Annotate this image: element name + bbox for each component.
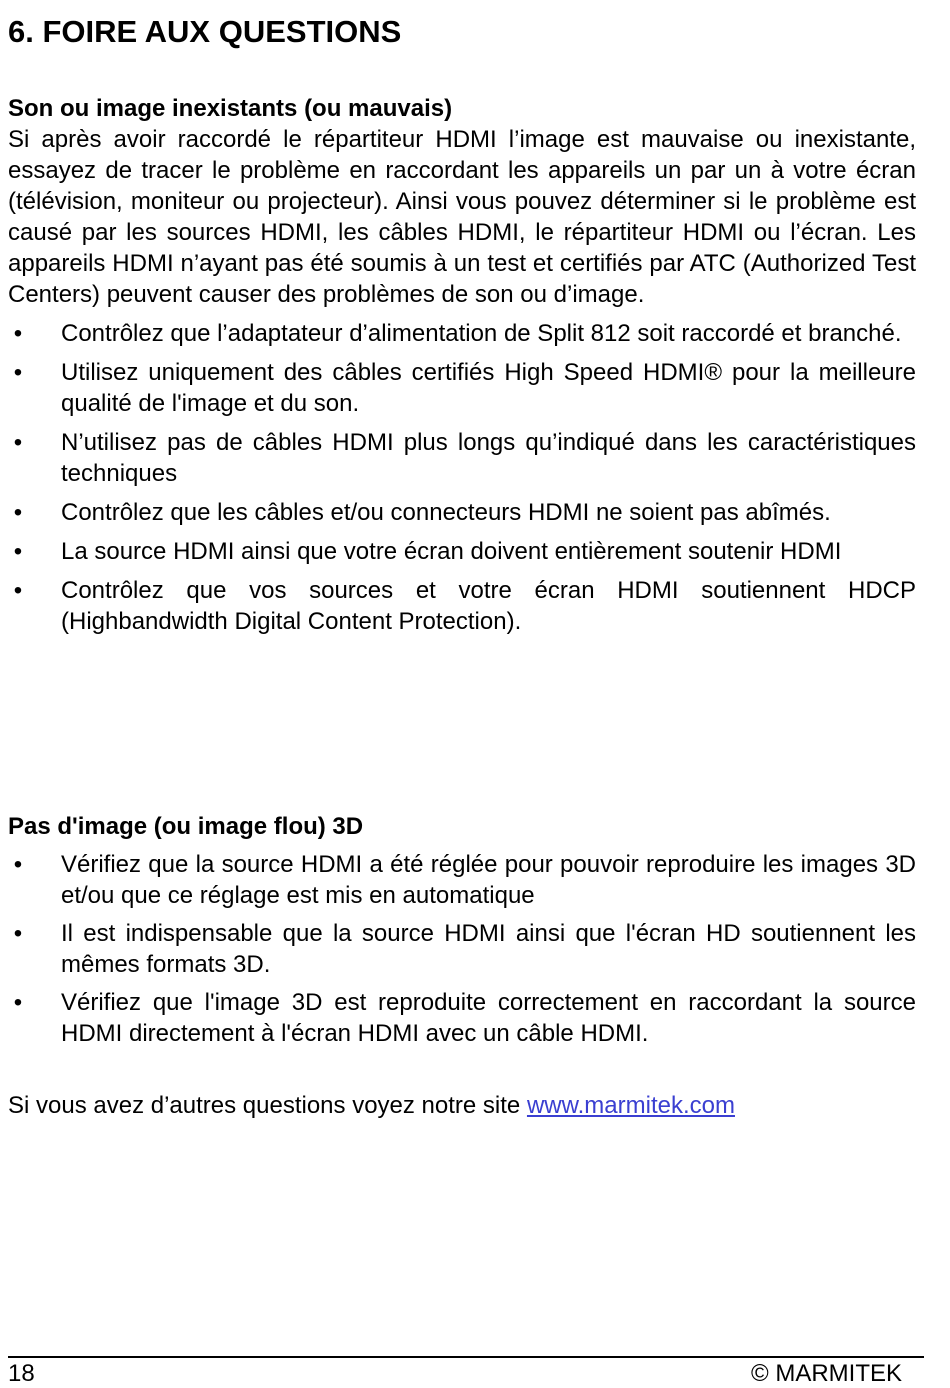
list-item-text: Vérifiez que la source HDMI a été réglée pour pouvoir reproduire les images 3D et/ou que ce réglage est mis en automatique (61, 851, 916, 909)
bullet-icon: • (13, 359, 23, 386)
checklist (8, 849, 916, 1049)
section-title: Son ou image inexistants (ou mauvais) (8, 95, 453, 122)
website-link[interactable]: www.marmitek.com (526, 1092, 735, 1119)
copyright-notice: © MARMITEK (750, 1360, 902, 1387)
list-item (8, 987, 916, 1049)
list-item-text: Vérifiez que l'image 3D est reproduite correctement en raccordant la source HDMI directement à l'écran HDMI avec un câble HDMI. (61, 989, 916, 1047)
bullet-icon: • (13, 538, 23, 565)
list-item (8, 427, 916, 489)
section-3d-image (8, 811, 916, 1049)
section-no-sound-image (8, 93, 916, 637)
list-item (8, 918, 916, 980)
list-item-text: Contrôlez que vos sources et votre écran HDMI soutiennent HDCP (Highbandwidth Digital Content Protection). (61, 577, 916, 635)
bullet-icon: • (13, 499, 23, 526)
list-item (8, 318, 916, 349)
page-heading: 6. FOIRE AUX QUESTIONS (8, 14, 402, 49)
bullet-icon: • (13, 920, 23, 947)
list-item (8, 497, 916, 528)
section-intro: Si après avoir raccordé le répartiteur HDMI l’image est mauvaise ou inexistante, essayez de tracer le problème en raccordant les appareils un par un à votre écran (télévision, moniteur ou projecteur). Ainsi vous pouvez déterminer si le problème est causé par les sources HDMI, les câbles HDMI, le répartiteur HDMI ou l’écran. Les appareils HDMI n’ayant pas été soumis à un test et certifiés par ATC (Authorized Test Centers) peuvent causer des problèmes de son ou d’image. (8, 126, 916, 308)
closing-text: Si vous avez d’autres questions voyez notre site (8, 1092, 527, 1119)
closing-line (8, 1090, 916, 1121)
list-item-text: Contrôlez que l’adaptateur d’alimentation de Split 812 soit raccordé et branché. (61, 320, 902, 347)
bullet-icon: • (13, 989, 23, 1016)
list-item (8, 575, 916, 637)
list-item (8, 357, 916, 419)
section-title: Pas d'image (ou image flou) 3D (8, 813, 364, 840)
closing-paragraph (8, 1090, 916, 1121)
list-item-text: Il est indispensable que la source HDMI ainsi que l'écran HD soutiennent les mêmes formats 3D. (61, 920, 916, 978)
bullet-icon: • (13, 320, 23, 347)
list-item-text: Utilisez uniquement des câbles certifiés High Speed HDMI® pour la meilleure qualité de l'image et du son. (61, 359, 916, 417)
footer-divider (8, 1356, 924, 1358)
list-item-text: La source HDMI ainsi que votre écran doivent entièrement soutenir HDMI (61, 538, 842, 565)
checklist (8, 318, 916, 637)
list-item-text: N’utilisez pas de câbles HDMI plus longs qu’indiqué dans les caractéristiques techniques (61, 429, 916, 487)
page-number: 18 (8, 1360, 35, 1387)
bullet-icon: • (13, 577, 23, 604)
bullet-icon: • (13, 429, 23, 456)
list-item (8, 849, 916, 911)
list-item-text: Contrôlez que les câbles et/ou connecteurs HDMI ne soient pas abîmés. (61, 499, 831, 526)
bullet-icon: • (13, 851, 23, 878)
list-item (8, 536, 916, 567)
